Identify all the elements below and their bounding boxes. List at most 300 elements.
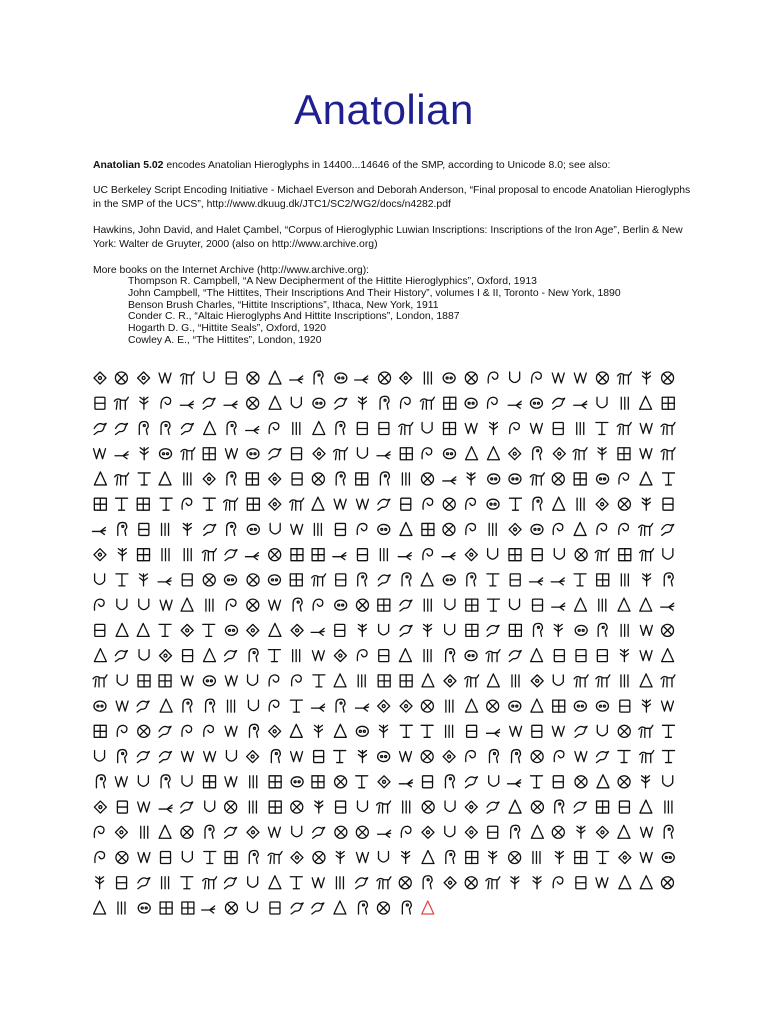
hieroglyph-icon bbox=[661, 701, 673, 711]
hieroglyph-icon bbox=[467, 473, 475, 485]
hieroglyph-icon bbox=[225, 625, 237, 635]
hieroglyph-icon bbox=[335, 826, 347, 838]
hieroglyph-icon bbox=[575, 776, 587, 788]
hieroglyph-icon bbox=[224, 575, 236, 585]
hieroglyph-icon bbox=[181, 877, 193, 889]
hieroglyph-icon bbox=[597, 852, 609, 864]
hieroglyph-icon bbox=[335, 398, 347, 409]
hieroglyph-icon bbox=[619, 852, 631, 864]
hieroglyph-icon bbox=[443, 751, 455, 763]
hieroglyph-icon bbox=[183, 523, 191, 535]
hieroglyph-icon bbox=[356, 726, 368, 736]
hieroglyph-icon bbox=[159, 805, 172, 812]
hieroglyph-icon bbox=[118, 750, 127, 763]
hieroglyph-icon bbox=[422, 523, 434, 535]
hieroglyph-icon bbox=[511, 825, 520, 838]
hieroglyph-icon bbox=[618, 825, 630, 838]
hieroglyph-icon bbox=[94, 801, 106, 813]
hieroglyph-icon bbox=[553, 877, 563, 888]
hieroglyph-icon bbox=[488, 474, 500, 484]
hieroglyph-icon bbox=[117, 877, 127, 889]
hieroglyph-icon bbox=[140, 397, 148, 409]
hieroglyph-icon bbox=[621, 574, 628, 586]
hieroglyph-icon bbox=[268, 852, 282, 864]
hieroglyph-icon bbox=[312, 776, 324, 788]
hieroglyph-icon bbox=[160, 498, 172, 510]
hieroglyph-icon bbox=[356, 826, 368, 838]
hieroglyph-icon bbox=[640, 625, 652, 635]
hieroglyph-icon bbox=[642, 700, 650, 712]
hieroglyph-icon bbox=[640, 827, 652, 837]
hieroglyph-icon bbox=[465, 372, 477, 384]
hieroglyph-icon bbox=[487, 625, 499, 636]
hieroglyph-icon bbox=[204, 372, 214, 383]
hieroglyph-icon bbox=[576, 877, 586, 889]
hieroglyph-icon bbox=[552, 726, 564, 736]
hieroglyph-icon bbox=[93, 675, 107, 687]
hieroglyph-icon bbox=[640, 423, 652, 433]
hieroglyph-icon bbox=[159, 726, 171, 737]
hieroglyph-icon bbox=[553, 675, 563, 686]
hieroglyph-icon bbox=[247, 826, 259, 838]
hieroglyph-icon bbox=[159, 373, 171, 383]
hieroglyph-icon bbox=[512, 750, 521, 763]
hieroglyph-icon bbox=[621, 675, 628, 687]
hieroglyph-icon bbox=[402, 573, 411, 586]
hieroglyph-icon bbox=[466, 624, 478, 636]
hieroglyph-icon bbox=[533, 497, 542, 510]
hieroglyph-icon bbox=[140, 574, 148, 586]
hieroglyph-icon bbox=[402, 473, 409, 485]
hieroglyph-icon bbox=[531, 751, 543, 763]
hieroglyph-icon bbox=[422, 473, 434, 485]
hieroglyph-icon bbox=[290, 724, 302, 737]
hieroglyph-icon bbox=[576, 650, 586, 662]
hieroglyph-icon bbox=[292, 826, 302, 837]
hieroglyph-icon bbox=[597, 801, 609, 813]
hieroglyph-icon bbox=[420, 397, 434, 409]
hieroglyph-icon bbox=[377, 877, 391, 889]
hieroglyph-icon bbox=[574, 802, 586, 813]
hieroglyph-icon bbox=[596, 372, 608, 384]
hieroglyph-icon bbox=[118, 522, 127, 535]
hieroglyph-icon bbox=[269, 623, 281, 636]
hieroglyph-icon bbox=[531, 776, 543, 788]
hieroglyph-icon bbox=[356, 776, 368, 788]
hieroglyph-icon bbox=[424, 624, 432, 636]
hieroglyph-icon bbox=[312, 651, 324, 661]
hieroglyph-icon bbox=[442, 553, 455, 560]
hieroglyph-icon bbox=[116, 498, 128, 510]
hieroglyph-icon bbox=[621, 624, 628, 636]
hieroglyph-icon bbox=[180, 401, 193, 408]
hieroglyph-icon bbox=[334, 724, 346, 737]
hieroglyph-icon bbox=[247, 624, 259, 636]
hieroglyph-icon bbox=[181, 802, 193, 813]
book-item: Benson Brush Charles, “Hittite Inscriptions”, Ithaca, New York, 1911 bbox=[128, 299, 439, 311]
hieroglyph-icon bbox=[575, 752, 587, 762]
hieroglyph-icon bbox=[291, 852, 303, 864]
hieroglyph-icon bbox=[312, 473, 324, 485]
hieroglyph-icon bbox=[183, 650, 193, 662]
hieroglyph-icon bbox=[445, 624, 455, 635]
hieroglyph-icon bbox=[531, 825, 543, 838]
hieroglyph-icon bbox=[378, 575, 390, 586]
hieroglyph-icon bbox=[402, 901, 411, 914]
hieroglyph-icon bbox=[640, 549, 654, 561]
hieroglyph-icon bbox=[596, 498, 608, 510]
hieroglyph-icon bbox=[533, 599, 543, 611]
hieroglyph-icon bbox=[161, 421, 170, 434]
hieroglyph-icon bbox=[204, 776, 216, 788]
hieroglyph-icon bbox=[94, 599, 104, 610]
hieroglyph-icon bbox=[228, 700, 235, 712]
hieroglyph-icon bbox=[206, 599, 213, 611]
hieroglyph-icon bbox=[640, 751, 654, 763]
hieroglyph-icon bbox=[139, 650, 149, 661]
hieroglyph-icon bbox=[379, 372, 391, 384]
hieroglyph-icon bbox=[269, 675, 279, 686]
hieroglyph-icon bbox=[334, 650, 346, 662]
hieroglyph-icon bbox=[269, 449, 281, 460]
hieroglyph-icon bbox=[203, 498, 215, 510]
hieroglyph-icon bbox=[290, 877, 302, 889]
hieroglyph-icon bbox=[577, 422, 584, 434]
hieroglyph-icon bbox=[180, 372, 194, 384]
hieroglyph-icon bbox=[663, 473, 675, 485]
hieroglyph-icon bbox=[662, 725, 674, 737]
hieroglyph-icon bbox=[621, 397, 628, 409]
hieroglyph-icon bbox=[509, 498, 521, 510]
hieroglyph-icon bbox=[619, 473, 629, 484]
hieroglyph-icon bbox=[662, 372, 674, 384]
hieroglyph-icon bbox=[640, 674, 652, 687]
hieroglyph-icon bbox=[379, 422, 389, 434]
hieroglyph-icon bbox=[182, 574, 192, 586]
hieroglyph-icon bbox=[663, 751, 675, 763]
hieroglyph-icon bbox=[380, 472, 389, 485]
hieroglyph-icon bbox=[465, 826, 477, 838]
hieroglyph-icon bbox=[356, 499, 368, 509]
hieroglyph-icon bbox=[531, 675, 543, 687]
hieroglyph-icon bbox=[138, 549, 150, 561]
hieroglyph-icon bbox=[509, 523, 521, 535]
hieroglyph-icon bbox=[445, 775, 454, 788]
hieroglyph-icon bbox=[138, 776, 148, 787]
hieroglyph-icon bbox=[400, 522, 412, 535]
hieroglyph-icon bbox=[94, 372, 106, 384]
hieroglyph-icon bbox=[247, 498, 259, 510]
hieroglyph-icon bbox=[421, 751, 433, 763]
hieroglyph-icon bbox=[291, 549, 303, 561]
hieroglyph-icon bbox=[138, 725, 150, 737]
hieroglyph-icon bbox=[465, 877, 477, 889]
hieroglyph-icon bbox=[269, 371, 281, 384]
hieroglyph-icon bbox=[661, 877, 673, 889]
hieroglyph-icon bbox=[158, 578, 171, 585]
hieroglyph-icon bbox=[314, 725, 322, 737]
hieroglyph-icon bbox=[117, 725, 127, 736]
hieroglyph-icon bbox=[204, 421, 216, 434]
hieroglyph-icon bbox=[312, 704, 325, 711]
hieroglyph-icon bbox=[619, 549, 631, 561]
hieroglyph-icon bbox=[182, 776, 192, 787]
hieroglyph-icon bbox=[95, 574, 105, 585]
hieroglyph-icon bbox=[357, 448, 367, 459]
hieroglyph-icon bbox=[618, 776, 630, 788]
book-item: Thompson R. Campbell, “A New Decipherment of the Hittite Hieroglyphics”, Oxford, 1913 bbox=[128, 276, 537, 287]
hieroglyph-icon bbox=[639, 725, 653, 737]
hieroglyph-icon bbox=[247, 449, 259, 459]
hieroglyph-icon bbox=[291, 397, 301, 408]
hieroglyph-icon bbox=[488, 397, 498, 408]
hieroglyph-icon bbox=[598, 448, 606, 460]
intro-bold: Anatolian 5.02 bbox=[93, 160, 164, 171]
hieroglyph-icon bbox=[181, 624, 193, 636]
hieroglyph-icon bbox=[401, 397, 411, 408]
hieroglyph-icon bbox=[466, 599, 478, 611]
hieroglyph-icon bbox=[444, 397, 456, 409]
hieroglyph-icon bbox=[398, 553, 411, 560]
hieroglyph-icon bbox=[314, 751, 324, 763]
hieroglyph-icon bbox=[575, 726, 587, 737]
hieroglyph-icon bbox=[531, 699, 543, 712]
hieroglyph-icon bbox=[444, 877, 456, 889]
hieroglyph-icon bbox=[446, 851, 455, 864]
hieroglyph-icon bbox=[424, 650, 431, 662]
hieroglyph-icon bbox=[268, 575, 280, 585]
hieroglyph-icon bbox=[380, 725, 388, 737]
hieroglyph-icon bbox=[137, 498, 149, 510]
hieroglyph-icon bbox=[313, 827, 325, 838]
hieroglyph-icon bbox=[640, 651, 652, 661]
page-title: Anatolian bbox=[294, 86, 474, 133]
reference-hawkins: Hawkins, John David, and Halet Çambel, “Corpus of Hieroglyphic Luwian Inscriptions: Inscriptions of the Iron Age”, Berlin & New York: Walter de Gruyter, 2000 (also on http://www.archive.org) bbox=[93, 225, 683, 250]
hieroglyph-icon bbox=[356, 853, 368, 863]
hieroglyph-icon bbox=[227, 472, 236, 485]
hieroglyph-icon bbox=[378, 776, 390, 788]
hieroglyph-icon bbox=[489, 523, 496, 535]
hieroglyph-icon bbox=[487, 700, 499, 712]
hieroglyph-icon bbox=[574, 598, 586, 611]
hieroglyph-icon bbox=[246, 473, 258, 485]
hieroglyph-icon bbox=[269, 473, 281, 485]
hieroglyph-icon bbox=[533, 877, 541, 889]
hieroglyph-icon bbox=[423, 776, 433, 788]
hieroglyph-icon bbox=[508, 780, 521, 787]
hieroglyph-icon bbox=[334, 499, 346, 509]
hieroglyph-icon bbox=[553, 776, 563, 788]
hieroglyph-icon bbox=[94, 901, 106, 914]
hieroglyph-icon bbox=[248, 877, 258, 888]
hieroglyph-icon bbox=[355, 376, 368, 383]
hieroglyph-icon bbox=[96, 877, 104, 889]
hieroglyph-icon bbox=[596, 422, 608, 434]
hieroglyph-icon bbox=[117, 801, 127, 813]
hieroglyph-icon bbox=[137, 623, 149, 636]
hieroglyph-icon bbox=[465, 777, 477, 788]
intro-text: encodes Anatolian Hieroglyphs in 14400...14646 of the SMP, according to Unicode 8.0; see also: bbox=[163, 160, 611, 171]
hieroglyph-icon bbox=[356, 878, 368, 889]
hieroglyph-icon bbox=[640, 449, 652, 459]
hieroglyph-icon bbox=[204, 852, 216, 864]
hieroglyph-icon bbox=[466, 751, 476, 762]
hieroglyph-icon bbox=[118, 549, 126, 561]
hieroglyph-icon bbox=[509, 448, 521, 460]
hieroglyph-icon bbox=[400, 725, 412, 737]
hieroglyph-icon bbox=[94, 498, 106, 510]
hieroglyph-icon bbox=[400, 675, 412, 687]
hieroglyph-icon bbox=[335, 600, 347, 610]
hieroglyph-icon bbox=[224, 401, 237, 408]
hieroglyph-icon bbox=[597, 725, 607, 736]
hieroglyph-icon bbox=[290, 700, 302, 712]
hieroglyph-icon bbox=[596, 701, 608, 711]
hieroglyph-icon bbox=[377, 801, 391, 813]
hieroglyph-icon bbox=[160, 902, 172, 914]
hieroglyph-icon bbox=[204, 649, 216, 662]
hieroglyph-icon bbox=[94, 701, 106, 711]
hieroglyph-icon bbox=[139, 599, 149, 610]
hieroglyph-icon bbox=[269, 422, 279, 433]
hieroglyph-icon bbox=[554, 624, 562, 636]
hieroglyph-icon bbox=[467, 725, 477, 737]
reference-everson: UC Berkeley Script Encoding Initiative - Michael Everson and Deborah Anderson, “Final proposal to encode Anatolian Hieroglyphs in the SMP of the UCS”, http://www.dkuug.dk/JTC1/SC2/WG2/docs/n4282.pdf bbox=[93, 185, 691, 210]
hieroglyph-icon bbox=[140, 448, 148, 460]
hieroglyph-icon bbox=[248, 700, 258, 711]
hieroglyph-icon bbox=[116, 574, 128, 586]
hieroglyph-icon bbox=[245, 553, 258, 560]
hieroglyph-icon bbox=[487, 574, 499, 586]
hieroglyph-icon bbox=[595, 549, 609, 561]
hieroglyph-icon bbox=[555, 800, 564, 813]
hieroglyph-icon bbox=[225, 676, 237, 686]
hieroglyph-icon bbox=[617, 372, 631, 384]
hieroglyph-icon bbox=[399, 649, 411, 662]
hieroglyph-icon bbox=[640, 800, 652, 813]
hieroglyph-icon bbox=[596, 878, 608, 888]
hieroglyph-icon bbox=[117, 675, 127, 686]
hieroglyph-icon bbox=[182, 498, 192, 509]
hieroglyph-icon bbox=[291, 903, 303, 914]
hieroglyph-icon bbox=[510, 599, 520, 610]
hieroglyph-icon bbox=[403, 801, 410, 813]
hieroglyph-icon bbox=[205, 825, 214, 838]
hieroglyph-icon bbox=[313, 421, 325, 434]
hieroglyph-icon bbox=[640, 472, 652, 485]
hieroglyph-icon bbox=[268, 827, 280, 837]
hieroglyph-icon bbox=[247, 599, 259, 611]
hieroglyph-icon bbox=[400, 625, 412, 636]
hieroglyph-icon bbox=[226, 751, 236, 762]
hieroglyph-icon bbox=[509, 549, 521, 561]
hieroglyph-icon bbox=[486, 877, 500, 889]
hieroglyph-icon bbox=[94, 449, 106, 459]
hieroglyph-icon bbox=[552, 603, 565, 610]
hieroglyph-icon bbox=[443, 575, 455, 585]
hieroglyph-icon bbox=[357, 801, 367, 812]
hieroglyph-icon bbox=[661, 675, 675, 687]
hieroglyph-icon bbox=[204, 725, 214, 736]
hieroglyph-icon bbox=[118, 902, 125, 914]
hieroglyph-icon bbox=[181, 423, 193, 434]
hieroglyph-icon bbox=[619, 876, 631, 889]
hieroglyph-icon bbox=[225, 878, 237, 889]
hieroglyph-icon bbox=[421, 573, 433, 586]
hieroglyph-icon bbox=[203, 473, 215, 485]
hieroglyph-icon bbox=[225, 801, 237, 813]
hieroglyph-icon bbox=[552, 826, 564, 838]
hieroglyph-icon bbox=[378, 675, 390, 687]
hieroglyph-icon bbox=[203, 448, 215, 460]
hieroglyph-icon bbox=[202, 549, 216, 561]
hieroglyph-icon bbox=[292, 473, 302, 485]
hieroglyph-icon bbox=[293, 422, 300, 434]
hieroglyph-icon bbox=[183, 699, 192, 712]
hieroglyph-icon bbox=[227, 522, 236, 535]
hieroglyph-icon bbox=[488, 826, 498, 838]
hieroglyph-icon bbox=[225, 777, 237, 787]
hieroglyph-icon bbox=[509, 624, 521, 636]
hieroglyph-icon bbox=[292, 675, 302, 686]
hieroglyph-icon bbox=[400, 372, 412, 384]
hieroglyph-icon bbox=[465, 423, 477, 433]
hieroglyph-icon bbox=[116, 623, 128, 636]
hieroglyph-icon bbox=[487, 802, 499, 813]
hieroglyph-icon bbox=[114, 397, 128, 409]
hieroglyph-icon bbox=[269, 498, 281, 510]
hieroglyph-icon bbox=[293, 598, 302, 611]
hieroglyph-icon bbox=[247, 372, 259, 384]
hieroglyph-icon bbox=[378, 752, 390, 762]
hieroglyph-icon bbox=[204, 524, 216, 535]
hieroglyph-icon bbox=[378, 524, 390, 534]
hieroglyph-icon bbox=[355, 704, 368, 711]
hieroglyph-icon bbox=[313, 448, 325, 460]
hieroglyph-icon bbox=[138, 878, 150, 889]
hieroglyph-icon bbox=[270, 902, 280, 914]
hieroglyph-icon bbox=[554, 549, 564, 560]
hieroglyph-icon bbox=[443, 373, 455, 383]
hieroglyph-icon bbox=[466, 523, 476, 534]
hieroglyph-icon bbox=[377, 902, 389, 914]
hieroglyph-icon bbox=[597, 650, 607, 662]
hieroglyph-icon bbox=[268, 650, 280, 662]
hieroglyph-icon bbox=[422, 448, 432, 459]
hieroglyph-icon bbox=[139, 523, 149, 535]
hieroglyph-icon bbox=[335, 523, 345, 535]
hieroglyph-icon bbox=[597, 752, 609, 763]
hieroglyph-icon bbox=[642, 498, 650, 510]
hieroglyph-icon bbox=[269, 396, 281, 409]
hieroglyph-icon bbox=[465, 801, 477, 813]
hieroglyph-icon bbox=[510, 372, 520, 383]
hieroglyph-icon bbox=[116, 852, 128, 864]
hieroglyph-icon bbox=[552, 473, 564, 485]
hieroglyph-icon bbox=[486, 650, 500, 662]
hieroglyph-icon bbox=[249, 649, 258, 662]
hieroglyph-icon bbox=[291, 801, 303, 813]
hieroglyph-icon bbox=[334, 901, 346, 914]
hieroglyph-icon bbox=[379, 624, 389, 635]
hieroglyph-icon bbox=[509, 701, 521, 711]
hieroglyph-icon bbox=[661, 603, 674, 610]
hieroglyph-icon bbox=[247, 902, 257, 913]
hieroglyph-icon bbox=[530, 398, 542, 408]
hieroglyph-icon bbox=[618, 725, 630, 737]
hieroglyph-icon bbox=[291, 524, 303, 534]
hieroglyph-icon bbox=[574, 401, 587, 408]
